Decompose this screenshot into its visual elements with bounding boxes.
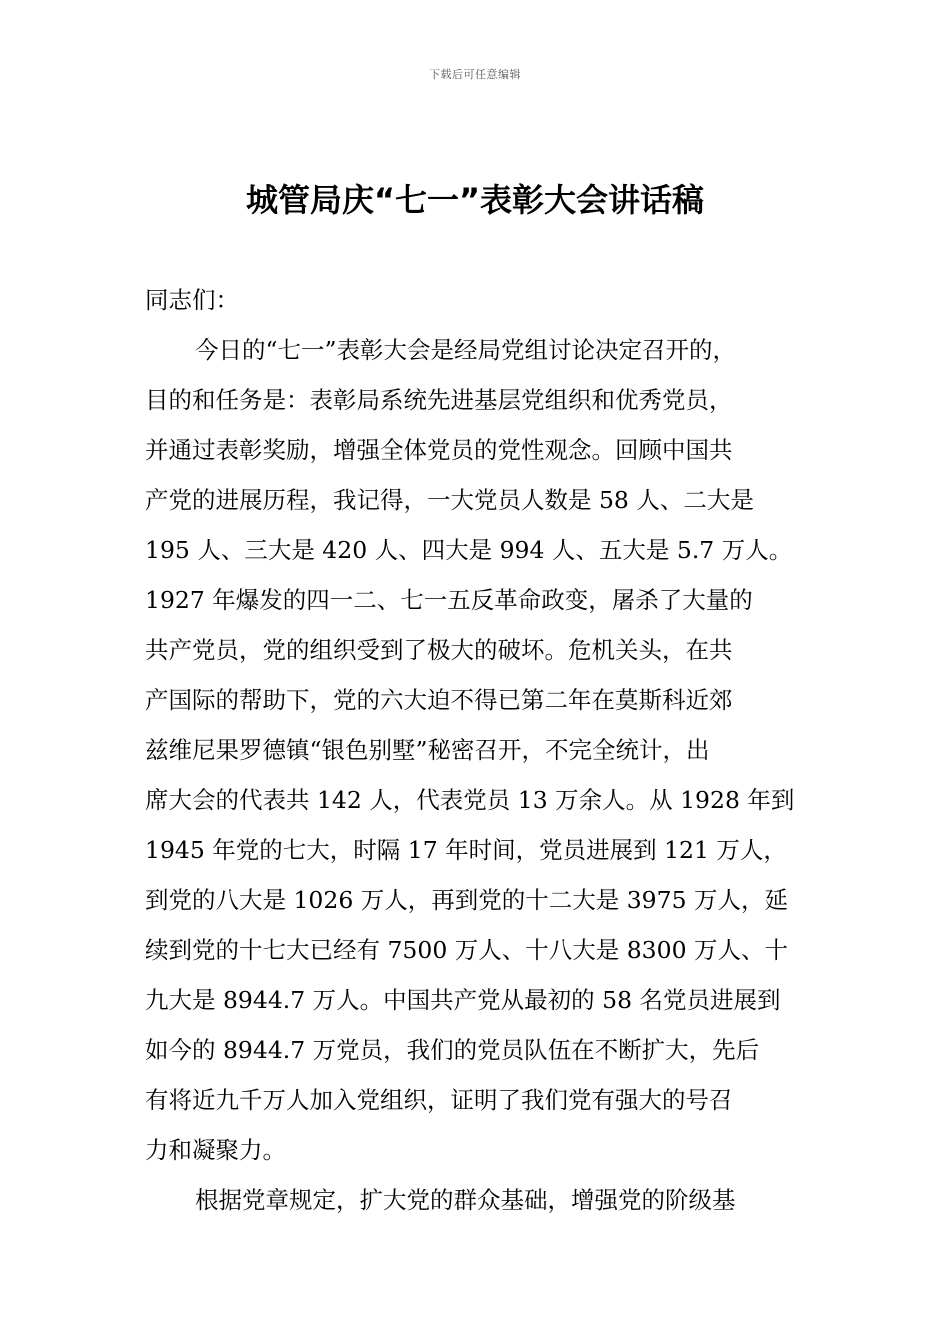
text-line: 1927 年爆发的四一二、七一五反革命政变，屠杀了大量的 bbox=[145, 586, 753, 614]
text-line: 有将近九千万人加入党组织，证明了我们党有强大的号召 bbox=[145, 1086, 733, 1114]
text-line: 今日的“七一”表彰大会是经局党组讨论决定召开的， bbox=[195, 336, 737, 364]
salutation bbox=[145, 275, 817, 325]
text-line: 并通过表彰奖励，增强全体党员的党性观念。回顾中国共 bbox=[145, 436, 733, 464]
text-line: 续到党的十七大已经有 7500 万人、十八大是 8300 万人、十 bbox=[145, 936, 788, 964]
text-line: 到党的八大是 1026 万人，再到党的十二大是 3975 万人，延 bbox=[145, 886, 788, 914]
text-line: 九大是 8944.7 万人。中国共产党从最初的 58 名党员进展到 bbox=[145, 986, 781, 1014]
text-line: 1945 年党的七大，时隔 17 年时间，党员进展到 121 万人， bbox=[145, 836, 787, 864]
text-line: 兹维尼果罗德镇“银色别墅”秘密召开，不完全统计，出 bbox=[145, 736, 710, 764]
document-body bbox=[145, 275, 817, 1225]
text-line: 根据党章规定，扩大党的群众基础，增强党的阶级基 bbox=[195, 1186, 736, 1214]
text-line: 同志们： bbox=[145, 286, 239, 314]
text-line: 产党的进展历程，我记得，一大党员人数是 58 人、二大是 bbox=[145, 486, 754, 514]
text-line: 席大会的代表共 142 人，代表党员 13 万余人。从 1928 年到 bbox=[145, 786, 795, 814]
document-title: 城管局庆“七一”表彰大会讲话稿 bbox=[245, 181, 705, 219]
paragraph-1 bbox=[145, 325, 817, 1175]
text-line: 力和凝聚力。 bbox=[145, 1136, 286, 1164]
paragraph-2 bbox=[145, 1175, 817, 1225]
text-line: 如今的 8944.7 万党员，我们的党员队伍在不断扩大，先后 bbox=[145, 1036, 760, 1064]
text-line: 产国际的帮助下，党的六大迫不得已第二年在莫斯科近郊 bbox=[145, 686, 733, 714]
header-note: 下载后可任意编辑 bbox=[429, 68, 521, 81]
text-line: 共产党员，党的组织受到了极大的破坏。危机关头，在共 bbox=[145, 636, 733, 664]
text-line: 195 人、三大是 420 人、四大是 994 人、五大是 5.7 万人。 bbox=[145, 536, 793, 564]
text-line: 目的和任务是：表彰局系统先进基层党组织和优秀党员， bbox=[145, 386, 733, 414]
